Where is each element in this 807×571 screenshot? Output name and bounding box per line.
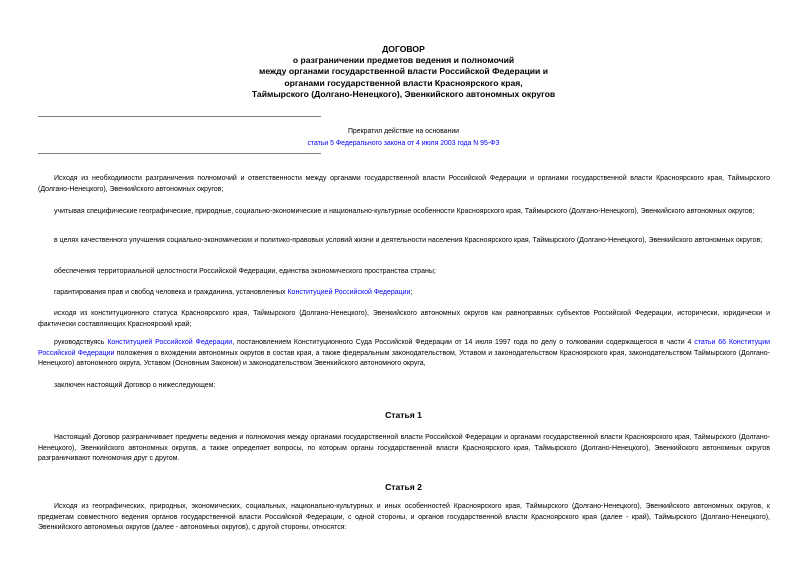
paragraph-5-text: гарантирования прав и свобод человека и гражданина, установленных [54, 289, 288, 296]
preamble-paragraph-1: Исходя из необходимости разграничения полномочий и ответственности между органами государственной власти Российской Федерации и органами государственной власти Красноярского края, Таймырского (Долгано-Ненецкого), Эвенкийского автономных округов; [38, 175, 770, 193]
article-66-link[interactable]: статьи 66 Конституции Российской Федерации [38, 339, 771, 357]
constitution-link[interactable]: Конституцией Российской Федерации [287, 289, 411, 296]
title-line-5: Таймырского (Долгано-Ненецкого), Эвенкийского автономных округов [251, 88, 556, 99]
article-2-text: Исходя из географических, природных, экономических, социальных, национально-культурных и иных особенностей Красноярского края, Таймырского (Долгано-Ненецкого), Эвенкийского автономных округов, к предметам совместного ведения органов государственной власти Российской Федерации, с одной стороны, и органов государственной власти Красноярского края (далее - край), Таймырского (Долгано-Ненецкого), Эвенкийского автономных округов (далее - автономных округов), с другой стороны, относятся: [38, 503, 770, 531]
preamble-paragraph-8: заключен настоящий Договор о нижеследующем: [54, 382, 216, 389]
document-title [0, 44, 807, 100]
top-divider [38, 116, 321, 117]
constitution-link-2[interactable]: Конституцией Российской Федерации [107, 339, 233, 346]
paragraph-7-text-c: положения о вхождении автономных округов в состав края, а также федеральным законодательством, Уставом и законодательством Красноярского края, законодательством Таймырского (Долгано-Ненецкого) автономного округа, Уставом (Основным Законом) и законодательством Эвенкийского автономного округа, [38, 349, 771, 367]
preamble-paragraph-5 [38, 288, 770, 299]
preamble-paragraph-6: исходя из конституционного статуса Красноярского края, Таймырского (Долгано-Ненецкого), Эвенкийского автономных округов как равноправных субъектов Российской Федерации, исторически, юридически и фактически составляющих Красноярский край; [38, 310, 770, 328]
paragraph-7-text-b: , постановлением Конституционного Суда Российской Федерации от 14 июля 1997 года по делу о толковании содержащегося в части 4 [232, 339, 695, 346]
bottom-divider [38, 153, 321, 154]
title-line-4: органами государственной власти Красноярского края, [284, 77, 523, 88]
article-1-heading: Статья 1 [385, 410, 422, 420]
paragraph-5-end: ; [410, 289, 413, 296]
title-line-2: о разграничении предметов ведения и полномочий [292, 55, 515, 66]
ceased-notice-text: Прекратил действие на основании [347, 128, 460, 135]
article-1-text: Настоящий Договор разграничивает предметы ведения и полномочия между органами государственной власти Российской Федерации и органами государственной власти Красноярского края, Таймырского (Долгано-Ненецкого), Эвенкийского автономных округов, а также определяет вопросы, по которым органы государственной власти Красноярского края, Таймырского (Долгано-Ненецкого), Эвенкийского автономных округов разграничивают полномочия друг с другом. [38, 434, 770, 462]
title-line-3: между органами государственной власти Российской Федерации и [259, 66, 548, 77]
article-2-heading: Статья 2 [385, 482, 422, 492]
preamble-paragraph-4: обеспечения территориальной целостности Российской Федерации, единства экономического пространства страны; [54, 268, 436, 275]
ceased-notice [0, 126, 807, 149]
preamble-paragraph-7 [38, 338, 770, 370]
ceased-notice-link[interactable]: статьи 5 Федерального закона от 4 июля 2003 года N 95-ФЗ [307, 139, 500, 147]
preamble-paragraph-2: учитывая специфические географические, природные, социально-экономические и национально-культурные особенности Красноярского края, Таймырского (Долгано-Ненецкого), Эвенкийского автономных округов; [54, 208, 755, 215]
title-line-1: ДОГОВОР [382, 44, 425, 54]
preamble-paragraph-3: в целях качественного улучшения социально-экономических и политико-правовых условий жизни и деятельности населения Красноярского края, Таймырского (Долгано-Ненецкого), Эвенкийского автономных округов; [54, 237, 763, 244]
paragraph-7-text-a: руководствуясь [54, 339, 108, 346]
